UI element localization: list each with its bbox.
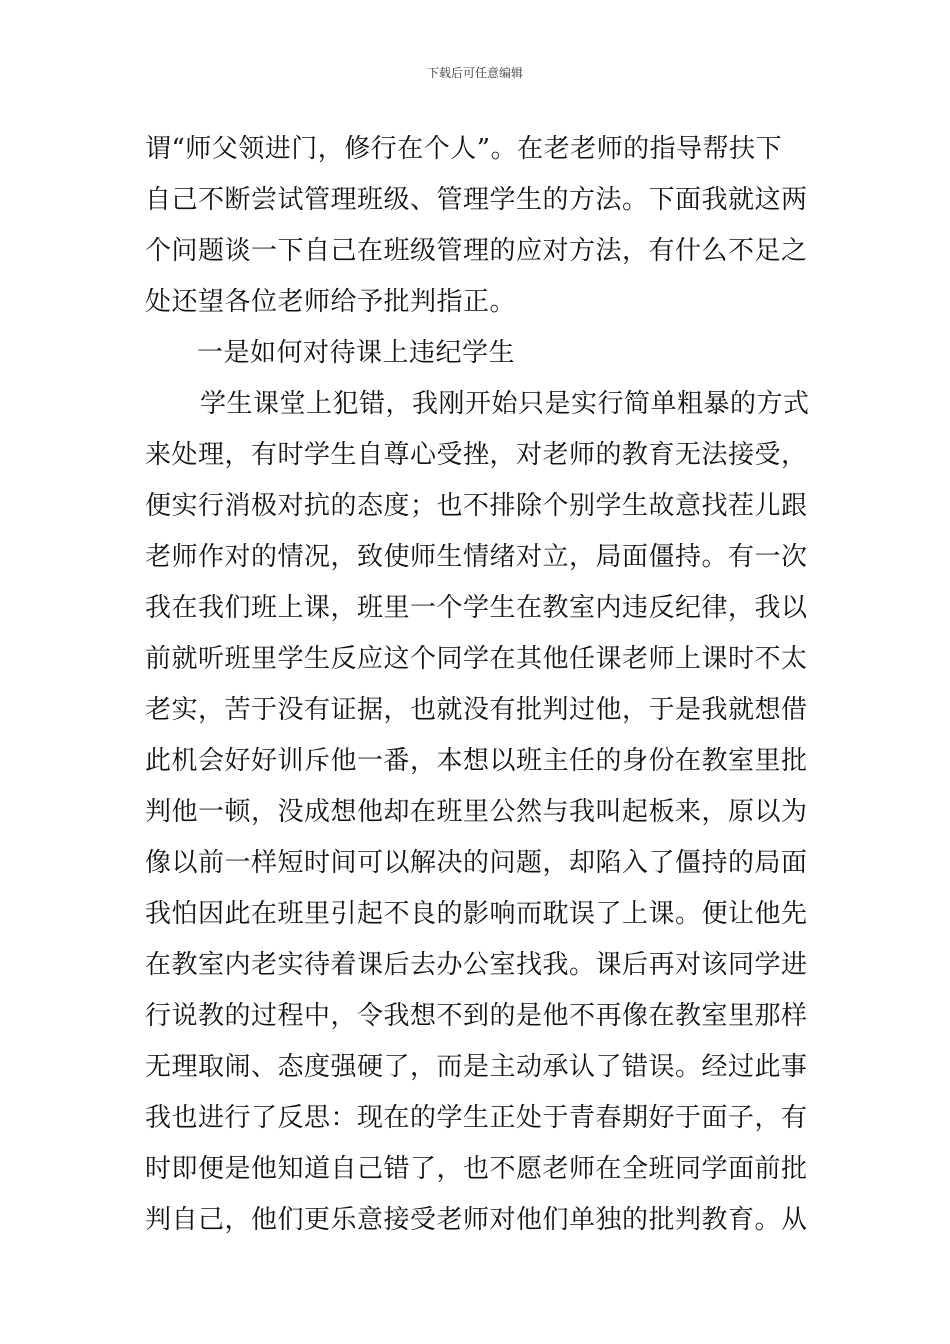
text-line: 此机会好好训斥他一番，本想以班主任的身份在教室里批 bbox=[145, 746, 808, 776]
text-line: 前就听班里学生反应这个同学在其他任课老师上课时不太 bbox=[145, 644, 808, 674]
section-heading: 一是如何对待课上违纪学生 bbox=[197, 338, 516, 368]
text-line: 谓“师父领进门，修行在个人”。在老老师的指导帮扶下 bbox=[145, 134, 783, 164]
text-line: 时即便是他知道自己错了，也不愿老师在全班同学面前批 bbox=[145, 1154, 808, 1184]
text-line: 来处理，有时学生自尊心受挫，对老师的教育无法接受， bbox=[145, 440, 808, 470]
text-line: 判他一顿，没成想他却在班里公然与我叫起板来，原以为 bbox=[145, 797, 808, 827]
text-line: 自己不断尝试管理班级、管理学生的方法。下面我就这两 bbox=[145, 185, 808, 215]
text-line: 在教室内老实待着课后去办公室找我。课后再对该同学进 bbox=[145, 950, 808, 980]
text-line: 行说教的过程中，令我想不到的是他不再像在教室里那样 bbox=[145, 1001, 808, 1031]
text-line: 老师作对的情况，致使师生情绪对立，局面僵持。有一次 bbox=[145, 542, 808, 572]
text-line: 学生课堂上犯错，我刚开始只是实行简单粗暴的方式 bbox=[200, 389, 810, 419]
text-line: 便实行消极对抗的态度；也不排除个别学生故意找茬儿跟 bbox=[145, 491, 808, 521]
text-line: 像以前一样短时间可以解决的问题，却陷入了僵持的局面 bbox=[145, 848, 808, 878]
document-body bbox=[145, 124, 810, 1246]
text-line: 判自己，他们更乐意接受老师对他们单独的批判教育。从 bbox=[145, 1205, 808, 1235]
text-line: 我也进行了反思：现在的学生正处于青春期好于面子，有 bbox=[145, 1103, 808, 1133]
text-line: 处还望各位老师给予批判指正。 bbox=[145, 287, 517, 317]
text-line: 我怕因此在班里引起不良的影响而耽误了上课。便让他先 bbox=[145, 899, 808, 929]
page-header: 下载后可任意编辑 bbox=[426, 66, 523, 80]
text-line: 无理取闹、态度强硬了，而是主动承认了错误。经过此事 bbox=[145, 1052, 808, 1082]
text-line: 个问题谈一下自己在班级管理的应对方法，有什么不足之 bbox=[145, 236, 808, 266]
text-line: 我在我们班上课，班里一个学生在教室内违反纪律，我以 bbox=[145, 593, 808, 623]
text-line: 老实，苦于没有证据，也就没有批判过他，于是我就想借 bbox=[145, 695, 808, 725]
